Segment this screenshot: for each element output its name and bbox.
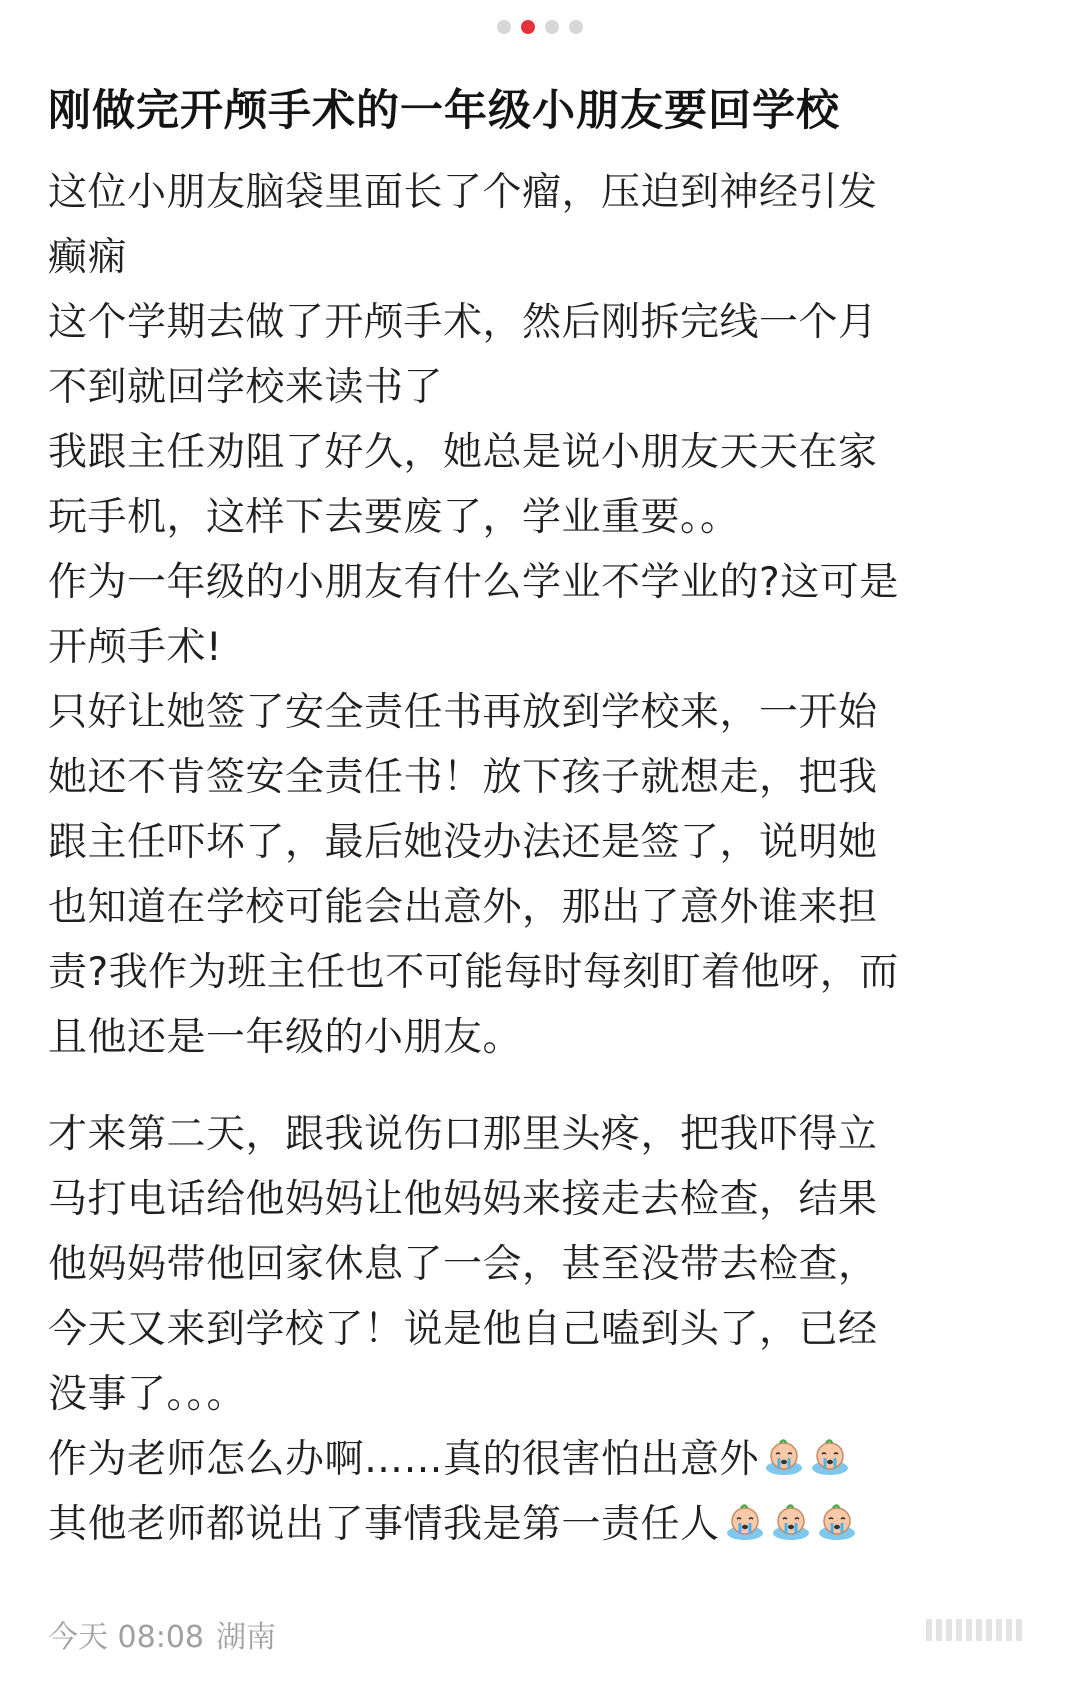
post-location: 湖南	[216, 1620, 276, 1655]
pager-dot[interactable]	[497, 20, 511, 34]
text-segment: 作为老师怎么办啊……真的很害怕出意外	[48, 1437, 760, 1482]
pager-dot[interactable]	[569, 20, 583, 34]
pager-dot-active[interactable]	[521, 20, 535, 34]
text-line: 不到就回学校来读书了	[48, 365, 444, 410]
paragraph	[48, 680, 1048, 1070]
paragraph	[48, 160, 1048, 290]
crying-face-icon	[809, 1436, 851, 1478]
paragraph	[48, 420, 1048, 550]
text-line: 这个学期去做了开颅手术，然后刚拆完线一个月	[48, 300, 878, 345]
text-line: 我跟主任劝阻了好久，她总是说小朋友天天在家	[48, 430, 878, 475]
post-body	[48, 160, 1048, 1557]
paragraph	[48, 1427, 1048, 1557]
post-meta	[48, 1612, 288, 1656]
text-line: 她还不肯签安全责任书！放下孩子就想走，把我	[48, 755, 878, 800]
text-line: 作为一年级的小朋友有什么学业不学业的?这可是	[48, 560, 899, 605]
watermark-icon	[926, 1616, 1036, 1644]
crying-face-icon	[816, 1501, 858, 1543]
text-line: 癫痫	[48, 235, 128, 280]
text-line: 玩手机，这样下去要废了，学业重要。。	[48, 495, 740, 540]
post-date: 今天 08:08	[48, 1620, 204, 1655]
text-line: 今天又来到学校了！说是他自己嗑到头了，已经	[48, 1307, 878, 1352]
text-line	[48, 1427, 1048, 1492]
text-line: 跟主任吓坏了，最后她没办法还是签了，说明她	[48, 820, 878, 865]
text-segment: 其他老师都说出了事情我是第一责任人	[48, 1502, 720, 1547]
crying-face-icon	[724, 1501, 766, 1543]
paragraph	[48, 290, 1048, 420]
pager-dot[interactable]	[545, 20, 559, 34]
text-line: 开颅手术!	[48, 625, 223, 670]
text-line: 这位小朋友脑袋里面长了个瘤，压迫到神经引发	[48, 170, 878, 215]
post-title: 刚做完开颅手术的一年级小朋友要回学校	[48, 86, 840, 136]
text-line	[48, 1492, 1048, 1557]
text-line: 才来第二天，跟我说伤口那里头疼，把我吓得立	[48, 1112, 878, 1157]
text-line: 只好让她签了安全责任书再放到学校来，一开始	[48, 690, 878, 735]
text-line: 也知道在学校可能会出意外，那出了意外谁来担	[48, 885, 878, 930]
paragraph	[48, 550, 1048, 680]
text-line: 责?我作为班主任也不可能每时每刻盯着他呀，而	[48, 950, 899, 995]
text-line: 他妈妈带他回家休息了一会，甚至没带去检查，	[48, 1242, 878, 1287]
text-line: 没事了。。。	[48, 1372, 247, 1417]
image-pager[interactable]	[0, 20, 1080, 34]
text-line: 马打电话给他妈妈让他妈妈来接走去检查，结果	[48, 1177, 878, 1222]
crying-face-icon	[763, 1436, 805, 1478]
text-line: 且他还是一年级的小朋友。	[48, 1015, 523, 1060]
paragraph	[48, 1102, 1048, 1427]
crying-face-icon	[770, 1501, 812, 1543]
